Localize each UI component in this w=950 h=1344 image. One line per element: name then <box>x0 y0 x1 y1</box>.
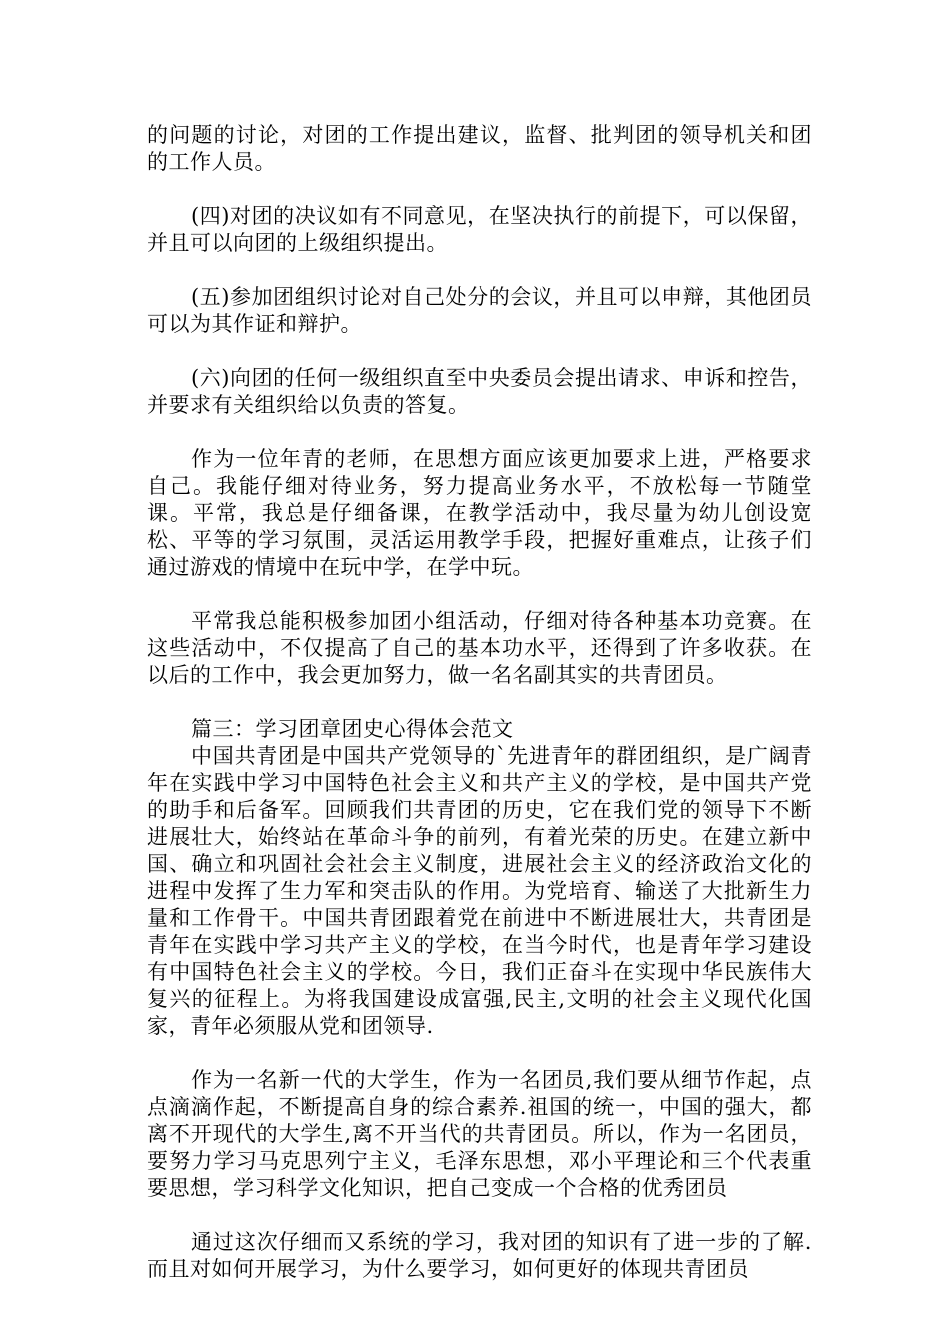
paragraph-8: 作为一名新一代的大学生，作为一名团员,我们要从细节作起，点点滴滴作起，不断提高自身的综合素养.祖国的统一，中国的强大，都离不开现代的大学生,离不开当代的共青团员。所以，作为一名团员，要努力学习马克思列宁主义，毛泽东思想，邓小平理论和三个代表重要思想，学习科学文化知识，把自己变成一个合格的优秀团员 <box>147 1068 812 1200</box>
paragraph-3: (五)参加团组织讨论对自己处分的会议，并且可以申辩，其他团员可以为其作证和辩护。 <box>147 285 812 336</box>
paragraph-5: 作为一位年青的老师，在思想方面应该更加要求上进，严格要求自己。我能仔细对待业务，努力提高业务水平，不放松每一节随堂课。平常，我总是仔细备课，在教学活动中，我尽量为幼儿创设宽松、平等的学习氛围，灵活运用教学手段，把握好重难点，让孩子们通过游戏的情境中在玩中学，在学中玩。 <box>147 447 812 579</box>
paragraph-7: 中国共青团是中国共产党领导的`先进青年的群团组织，是广阔青年在实践中学习中国特色社会主义和共产主义的学校，是中国共产党的助手和后备军。回顾我们共青团的历史，它在我们党的领导下不断进展壮大，始终站在革命斗争的前列，有着光荣的历史。在建立新中国、确立和巩固社会社会主义制度，进展社会主义的经济政治文化的进程中发挥了生力军和突击队的作用。为党培育、输送了大批新生力量和工作骨干。中国共青团跟着党在前进中不断进展壮大，共青团是青年在实践中学习共产主义的学校，在当今时代，也是青年学习建设有中国特色社会主义的学校。今日，我们正奋斗在实现中华民族伟大复兴的征程上。为将我国建设成富强,民主,文明的社会主义现代化国家，青年必须服从党和团领导. <box>147 744 812 1038</box>
section-heading: 篇三：学习团章团史心得体会范文 <box>191 717 514 741</box>
paragraph-2: (四)对团的决议如有不同意见，在坚决执行的前提下，可以保留，并且可以向团的上级组织提出。 <box>147 204 812 255</box>
paragraph-9: 通过这次仔细而又系统的学习，我对团的知识有了进一步的了解.而且对如何开展学习，为什么要学习，如何更好的体现共青团员 <box>147 1230 812 1281</box>
document-page <box>147 122 812 1283</box>
paragraph-4: (六)向团的任何一级组织直至中央委员会提出请求、申诉和控告，并要求有关组织给以负责的答复。 <box>147 366 812 417</box>
paragraph-1: 的问题的讨论，对团的工作提出建议，监督、批判团的领导机关和团的工作人员。 <box>147 123 812 174</box>
paragraph-6: 平常我总能积极参加团小组活动，仔细对待各种基本功竞赛。在这些活动中，不仅提高了自己的基本功水平，还得到了许多收获。在以后的工作中，我会更加努力，做一名名副其实的共青团员。 <box>147 609 812 687</box>
